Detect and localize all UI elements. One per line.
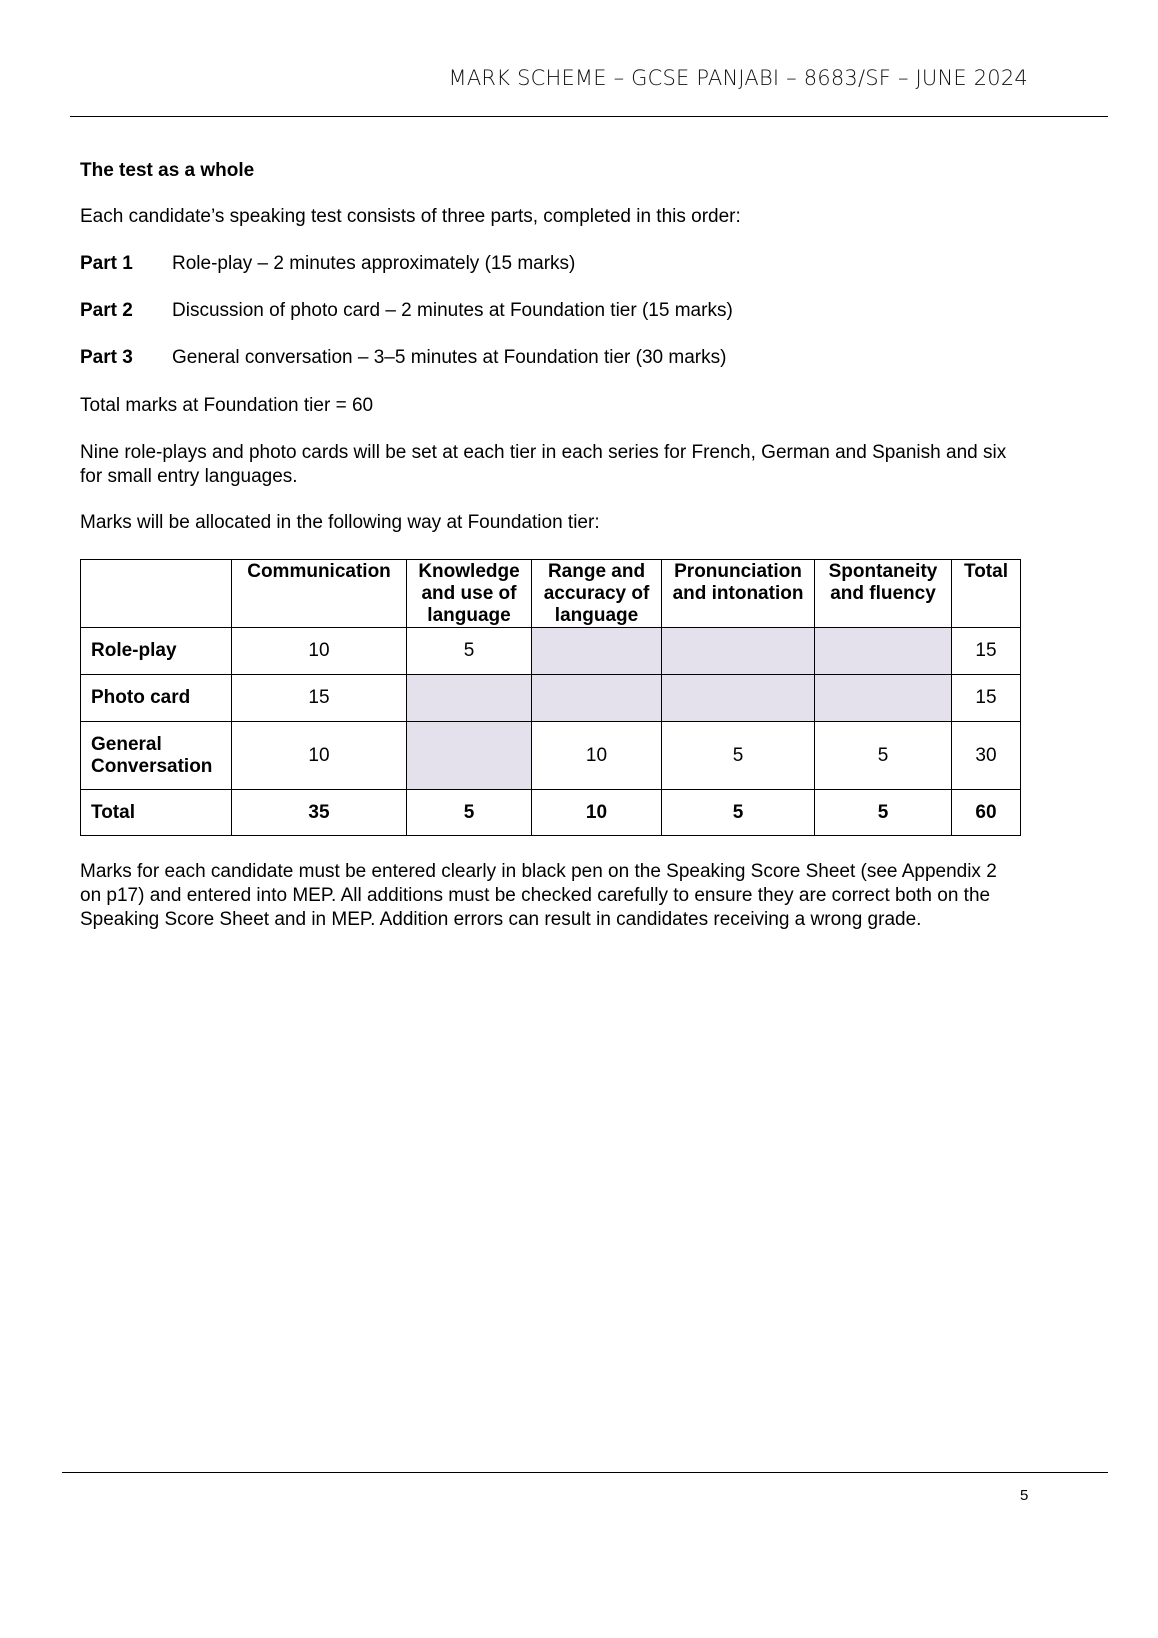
part-1	[80, 253, 575, 275]
header-cell: Communication	[232, 560, 407, 628]
shaded-cell	[662, 628, 815, 675]
header-cell: Total	[952, 560, 1021, 628]
allocation-text: Marks will be allocated in the following way at Foundation tier:	[80, 512, 600, 533]
cell: 10	[232, 722, 407, 790]
marks-note: Marks for each candidate must be entered clearly in black pen on the Speaking Score Sheet (see Appendix 2 on p17) and entered into MEP. All additions must be checked carefully to ensure they are correct both on the Speaking Score Sheet and in MEP. Addition errors can result in candidates receiving a wrong grade.	[80, 861, 997, 930]
header-cell	[81, 560, 232, 628]
table-row	[81, 722, 1021, 790]
cell: 10	[532, 722, 662, 790]
marks-table	[80, 559, 1021, 836]
cell: 5	[662, 722, 815, 790]
part-text: Discussion of photo card – 2 minutes at Foundation tier (15 marks)	[172, 300, 733, 321]
part-label: Part 2	[80, 300, 133, 321]
cell: 5	[815, 790, 952, 836]
row-label: Role-play	[81, 628, 232, 675]
cell: 30	[952, 722, 1021, 790]
part-text: Role-play – 2 minutes approximately (15 marks)	[172, 253, 576, 274]
shaded-cell	[815, 675, 952, 722]
cell: 60	[952, 790, 1021, 836]
header-cell: Spontaneity and fluency	[815, 560, 952, 628]
header-cell: Knowledge and use of language	[407, 560, 532, 628]
cell: 15	[232, 675, 407, 722]
cell: 10	[532, 790, 662, 836]
shaded-cell	[815, 628, 952, 675]
running-header: MARK SCHEME – GCSE PANJABI – 8683/SF – JUNE 2024	[448, 66, 1028, 90]
part-label: Part 3	[80, 347, 133, 368]
table-header-row	[81, 560, 1021, 628]
cell: 15	[952, 628, 1021, 675]
section-heading: The test as a whole	[80, 160, 255, 181]
shaded-cell	[662, 675, 815, 722]
total-marks-text: Total marks at Foundation tier = 60	[80, 395, 374, 416]
cell: 10	[232, 628, 407, 675]
row-label: Photo card	[81, 675, 232, 722]
cell: 5	[815, 722, 952, 790]
intro-text: Each candidate’s speaking test consists of three parts, completed in this order:	[80, 206, 741, 227]
part-text: General conversation – 3–5 minutes at Foundation tier (30 marks)	[172, 347, 727, 368]
shaded-cell	[532, 675, 662, 722]
header-cell: Range and accuracy of language	[532, 560, 662, 628]
cell: 15	[952, 675, 1021, 722]
part-3	[80, 347, 726, 369]
cell: 5	[407, 790, 532, 836]
shaded-cell	[407, 675, 532, 722]
part-2	[80, 300, 733, 322]
table-total-row	[81, 790, 1021, 836]
table-row	[81, 675, 1021, 722]
roleplay-note: Nine role-plays and photo cards will be set at each tier in each series for French, German and Spanish and six for small entry languages.	[80, 442, 1007, 487]
cell: 35	[232, 790, 407, 836]
cell: 5	[407, 628, 532, 675]
row-label: General Conversation	[81, 722, 232, 790]
shaded-cell	[532, 628, 662, 675]
row-label: Total	[81, 790, 232, 836]
table-row	[81, 628, 1021, 675]
footer-rule	[62, 1472, 1108, 1473]
part-label: Part 1	[80, 253, 133, 274]
shaded-cell	[407, 722, 532, 790]
header-rule	[70, 116, 1108, 117]
page-number: 5	[1020, 1487, 1029, 1504]
header-cell: Pronunciation and intonation	[662, 560, 815, 628]
cell: 5	[662, 790, 815, 836]
